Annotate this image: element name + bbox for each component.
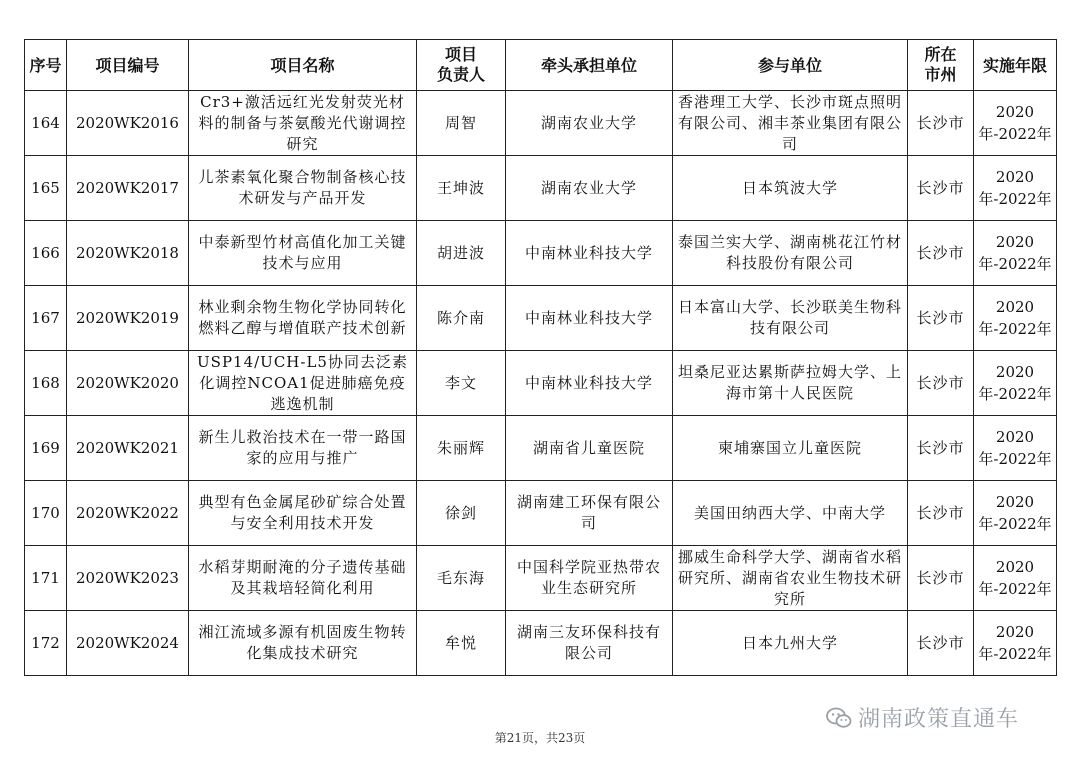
table-row (25, 156, 1057, 221)
row-no: 169 (25, 416, 67, 481)
table-row (25, 221, 1057, 286)
row-code: 2020WK2019 (67, 286, 189, 351)
table-row (25, 91, 1057, 156)
row-years: 2020年-2022年 (974, 156, 1057, 221)
row-no: 167 (25, 286, 67, 351)
row-code: 2020WK2022 (67, 481, 189, 546)
header-no: 序号 (25, 40, 67, 91)
row-name: 新生儿救治技术在一带一路国家的应用与推广 (189, 416, 417, 481)
row-leader: 陈介南 (417, 286, 506, 351)
row-name: 水稻芽期耐淹的分子遗传基础及其栽培轻简化利用 (189, 546, 417, 611)
row-leader: 徐剑 (417, 481, 506, 546)
row-city: 长沙市 (908, 611, 974, 676)
row-partners: 日本九州大学 (673, 611, 908, 676)
header-years: 实施年限 (974, 40, 1057, 91)
project-table-container (24, 39, 1057, 676)
row-lead-unit: 湖南农业大学 (506, 91, 673, 156)
row-lead-unit: 湖南三友环保科技有限公司 (506, 611, 673, 676)
row-name: USP14/UCH-L5协同去泛素化调控NCOA1促进肺癌免疫逃逸机制 (189, 351, 417, 416)
header-name: 项目名称 (189, 40, 417, 91)
project-table (24, 39, 1057, 676)
row-partners: 日本筑波大学 (673, 156, 908, 221)
row-code: 2020WK2024 (67, 611, 189, 676)
row-partners: 美国田纳西大学、中南大学 (673, 481, 908, 546)
row-lead-unit: 湖南农业大学 (506, 156, 673, 221)
table-row (25, 286, 1057, 351)
table-header-row (25, 40, 1057, 91)
row-years: 2020年-2022年 (974, 221, 1057, 286)
row-partners: 香港理工大学、长沙市斑点照明有限公司、湘丰茶业集团有限公司 (673, 91, 908, 156)
row-partners: 日本富山大学、长沙联美生物科技有限公司 (673, 286, 908, 351)
row-name: Cr3+激活远红光发射荧光材料的制备与茶氨酸光代谢调控研究 (189, 91, 417, 156)
row-name: 林业剩余物生物化学协同转化燃料乙醇与增值联产技术创新 (189, 286, 417, 351)
row-leader: 胡进波 (417, 221, 506, 286)
table-row (25, 481, 1057, 546)
row-years: 2020年-2022年 (974, 611, 1057, 676)
row-years: 2020年-2022年 (974, 546, 1057, 611)
row-leader: 毛东海 (417, 546, 506, 611)
row-name: 典型有色金属尾砂矿综合处置与安全利用技术开发 (189, 481, 417, 546)
header-city: 所在 市州 (908, 40, 974, 91)
row-lead-unit: 湖南建工环保有限公司 (506, 481, 673, 546)
row-code: 2020WK2020 (67, 351, 189, 416)
header-leader: 项目 负责人 (417, 40, 506, 91)
row-leader: 朱丽辉 (417, 416, 506, 481)
page-number: 第21页，共23页 (494, 731, 586, 745)
row-years: 2020年-2022年 (974, 286, 1057, 351)
header-partners: 参与单位 (673, 40, 908, 91)
table-row (25, 611, 1057, 676)
row-name: 儿茶素氧化聚合物制备核心技术研发与产品开发 (189, 156, 417, 221)
row-no: 168 (25, 351, 67, 416)
row-city: 长沙市 (908, 156, 974, 221)
table-row (25, 351, 1057, 416)
table-row (25, 546, 1057, 611)
row-city: 长沙市 (908, 546, 974, 611)
row-years: 2020年-2022年 (974, 91, 1057, 156)
row-city: 长沙市 (908, 286, 974, 351)
row-no: 166 (25, 221, 67, 286)
header-lead-unit: 牵头承担单位 (506, 40, 673, 91)
row-code: 2020WK2017 (67, 156, 189, 221)
row-leader: 王坤波 (417, 156, 506, 221)
row-years: 2020年-2022年 (974, 416, 1057, 481)
row-partners: 泰国兰实大学、湖南桃花江竹材科技股份有限公司 (673, 221, 908, 286)
row-lead-unit: 中南林业科技大学 (506, 351, 673, 416)
row-leader: 李文 (417, 351, 506, 416)
row-name: 中泰新型竹材高值化加工关键技术与应用 (189, 221, 417, 286)
row-city: 长沙市 (908, 351, 974, 416)
row-lead-unit: 中国科学院亚热带农业生态研究所 (506, 546, 673, 611)
wechat-icon (826, 707, 852, 729)
table-row (25, 416, 1057, 481)
row-city: 长沙市 (908, 221, 974, 286)
row-no: 171 (25, 546, 67, 611)
watermark (826, 702, 1019, 733)
row-code: 2020WK2016 (67, 91, 189, 156)
row-leader: 周智 (417, 91, 506, 156)
row-lead-unit: 中南林业科技大学 (506, 286, 673, 351)
row-lead-unit: 中南林业科技大学 (506, 221, 673, 286)
watermark-text: 湖南政策直通车 (858, 707, 1020, 732)
row-city: 长沙市 (908, 91, 974, 156)
row-city: 长沙市 (908, 481, 974, 546)
row-code: 2020WK2021 (67, 416, 189, 481)
row-partners: 柬埔寨国立儿童医院 (673, 416, 908, 481)
row-years: 2020年-2022年 (974, 481, 1057, 546)
row-lead-unit: 湖南省儿童医院 (506, 416, 673, 481)
row-no: 170 (25, 481, 67, 546)
row-partners: 坦桑尼亚达累斯萨拉姆大学、上海市第十人民医院 (673, 351, 908, 416)
row-leader: 牟悦 (417, 611, 506, 676)
row-no: 164 (25, 91, 67, 156)
row-code: 2020WK2018 (67, 221, 189, 286)
header-code: 项目编号 (67, 40, 189, 91)
row-city: 长沙市 (908, 416, 974, 481)
row-no: 165 (25, 156, 67, 221)
row-partners: 挪威生命科学大学、湖南省水稻研究所、湖南省农业生物技术研究所 (673, 546, 908, 611)
row-years: 2020年-2022年 (974, 351, 1057, 416)
row-code: 2020WK2023 (67, 546, 189, 611)
row-no: 172 (25, 611, 67, 676)
row-name: 湘江流域多源有机固废生物转化集成技术研究 (189, 611, 417, 676)
